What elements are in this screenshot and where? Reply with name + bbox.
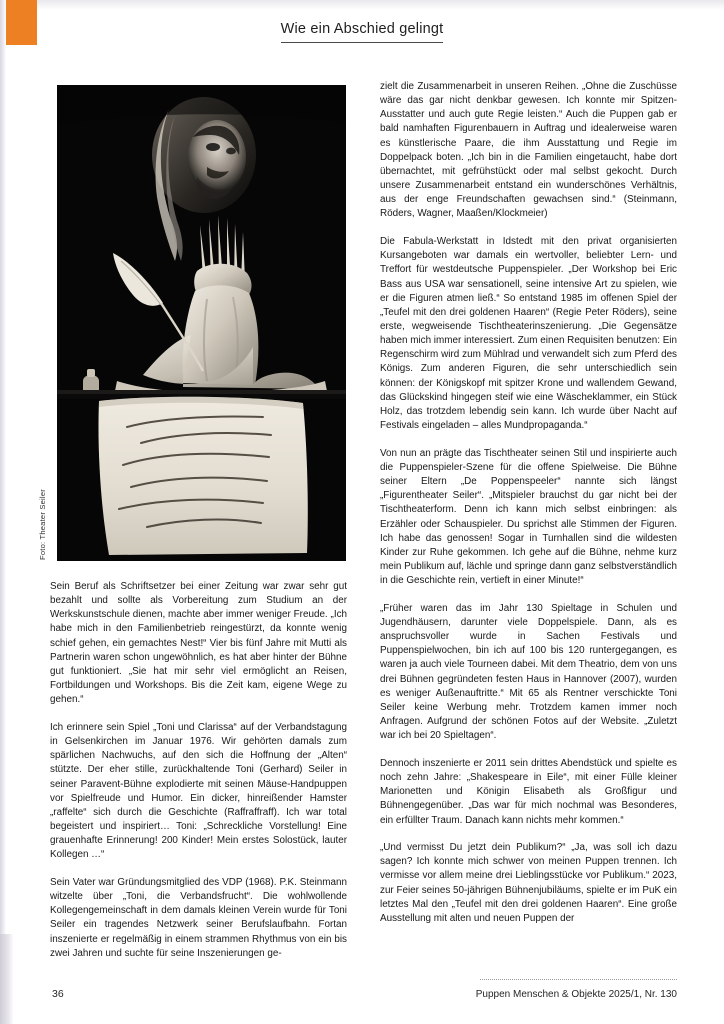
running-head-text: Wie ein Abschied gelingt (281, 21, 444, 43)
paragraph: Die Fabula-Werkstatt in Idstedt mit den privat organisierten Kursangeboten war damals ein wertvoller, beliebter Lern- und Treffort für westdeutsche Puppenspieler. „Der Workshop bei Eric Bass aus USA war sensationell, seine intensive Art zu spielen, wie er die Figuren atmen ließ.“ So entstand 1985 im offenen Spiel der „Teufel mit den drei goldenen Haaren“ (Regie Peter Röders), seine erste, wegweisende Tischtheaterinszenierung. „Die Gegensätze haben mich immer interessiert. Zum einen Requisiten benutzen: Ein Regenschirm wird zum Mühlrad und verwandelt sich zum Pferd des Königs. Zum anderen Figuren, die sehr unterschiedlich sein können: der Königskopf mit spitzer Krone und wallendem Gewand, das Glückskind hingegen steif wie eine Wäscheklammer, ein Stück Holz, das trotzdem lebendig sein kann. Ich wurde über Nacht auf Festivals eingeladen – alles Mundpropaganda.“ (380, 236, 677, 432)
paragraph: Von nun an prägte das Tischtheater seinen Stil und inspirierte auch die Puppenspieler-Szene für die offene Spielweise. Die Bühne seiner Eltern „De Poppenspeeler“ nannte sich längst „Figurentheater Seiler“. „Mitspieler brauchst du gar nicht bei der Tischtheaterform. Denn ich kann mich selbst einbringen: als Erzähler oder Schauspieler. Du sprichst alle Stimmen der Figuren. Ich habe das genossen! Sogar in Turnhallen sind die wildesten Kinder zur Ruhe gekommen. Ich gehe auf die Bühne, nehme kurz mein Publikum auf, lächle und springe dann ganz selbstverständlich in die Geschichte rein, vertieft in einer Minute!“ (380, 447, 677, 587)
text-column-left (50, 580, 347, 961)
running-head (0, 20, 724, 43)
paragraph: „Und vermisst Du jetzt dein Publikum?“ „Ja, was soll ich dazu sagen? Ich konnte mich schwer von meinen Puppen trennen. Ich vermisse vor allem meine drei Lieblingsstücke vor Publikum.“ 2023, zur Feier seines 50-jährigen Bühnenjubiläums, spielte er im PuK ein letztes Mal den „Teufel mit den drei goldenen Haaren“. Eine große Ausstellung mit alten und neuen Puppen der (380, 842, 677, 924)
paragraph: zielt die Zusammenarbeit in unseren Reihen. „Ohne die Zuschüsse wäre das gar nicht denkbar gewesen. Ich konnte mir Spitzen-Ausstatter und auch gute Regie leisten.“ Auch die Puppen gab er bald namhaften Figurenbauern in Auftrag und idealerweise waren es künstlerische Paare, die ihm Ausstattung und Regie im Doppelpack boten. „Ich bin in die Familien eingetaucht, habe dort übernachtet, mit gefrühstückt oder mal selbst gekocht. Durch unsere Zusammenarbeit entstand ein wunderschönes Verhältnis, aus der enge Freundschaften gewachsen sind.“ (Steinmann, Röders, Wagner, Maaßen/Klockmeier) (380, 81, 677, 220)
text-column-right (380, 80, 677, 926)
paragraph: Dennoch inszenierte er 2011 sein drittes Abendstück und spielte es noch zehn Jahre: „Shakespeare in Eile“, mit einer Fülle kleiner Marionetten und Königin Elisabeth als Großfigur und Bühnengegenüber. „Das war für mich nochmal was Besonderes, ein erfüllter Traum. Danach kann nichts mehr kommen.“ (380, 757, 677, 826)
footer-divider (480, 979, 677, 980)
paragraph: Sein Vater war Gründungsmitglied des VDP (1968). P.K. Steinmann witzelte über „Toni, die Verbandsfrucht“. Die wohlwollende Kollegengemeinschaft in dem damals kleinen Verein wurde für Toni Seiler ein tragendes Netzwerk seiner Berufslaufbahn. Fortan inszenierte er regelmäßig in einem strammen Rhythmus von ein bis zwei Jahren und suchte für seine Inszenierungen ge- (50, 876, 347, 959)
scan-gutter-bottom-edge (0, 934, 14, 1024)
article-photo (57, 85, 346, 561)
scan-gutter-edge (0, 0, 6, 1024)
photo-image (57, 85, 346, 561)
scan-top-shadow (0, 0, 724, 10)
page-number: 36 (52, 988, 64, 1000)
paragraph: „Früher waren das im Jahr 130 Spieltage in Schulen und Jugendhäusern, darunter viele Doppelspiele. Dann, als es anspruchsvoller wurde in Sachen Festivals und Puppenspielwochen, bin ich auf 100 bis 120 runtergegangen, es waren ja auch viele Tourneen dabei. Mit dem Theatrio, dem von uns drei Bühnen gegründeten festen Haus in Hannover (2007), wurden es weniger Außenauftritte.“ Mit 65 als Rentner verschickte Toni Seiler keine Werbung mehr. Trotzdem kamen immer noch Anfragen. Aufgrund der schönen Fotos auf der Website. „Zuletzt war ich bei 20 Spieltagen“. (380, 602, 677, 742)
photo-credit: Foto: Theater Seiler (38, 489, 47, 560)
publication-info: Puppen Menschen & Objekte 2025/1, Nr. 130 (475, 989, 677, 1000)
paragraph: Sein Beruf als Schriftsetzer bei einer Zeitung war zwar sehr gut bezahlt und sollte als Vorbereitung zum Studium an der Werkskunstschule dienen, machte aber immer weniger Freude. „Ich habe mich in den Familienbetrieb reingestürzt, da konnte wenig schief gehen, ein gemachtes Nest!“ Vier bis fünf Jahre mit Mutti als Partnerin waren schon ungewöhnlich, es hat aber hinter der Bühne gut funktioniert. „Sie hat mir sehr viel ermöglicht an Reisen, Fortbildungen und Workshops. Bis die Zeit kam, eigene Wege zu gehen.“ (50, 581, 347, 706)
paragraph: Ich erinnere sein Spiel „Toni und Clarissa“ auf der Verbandstagung in Gelsenkirchen im Januar 1976. Wir gehörten damals zum spärlichen Nachwuchs, auf den sich die Hoffnung der „Alten“ stützte. Der eher stille, zurückhaltende Toni (Gerhard) Seiler in seiner Paravent-Bühne explodierte mit seinen Mäuse-Handpuppen vor Spielfreude und Humor. Ein dicker, hinreißender Hamster „raffelte“ sich durch die Geschichte (Raffraffraff). Ich war total begeistert und inspiriert… Toni: „Schreckliche Vorstellung! Eine grauenhafte Erinnerung! 200 Kinder! Mein erstes Solostück, lauter Kollegen …“ (50, 721, 347, 861)
photo-illustration (57, 85, 346, 561)
